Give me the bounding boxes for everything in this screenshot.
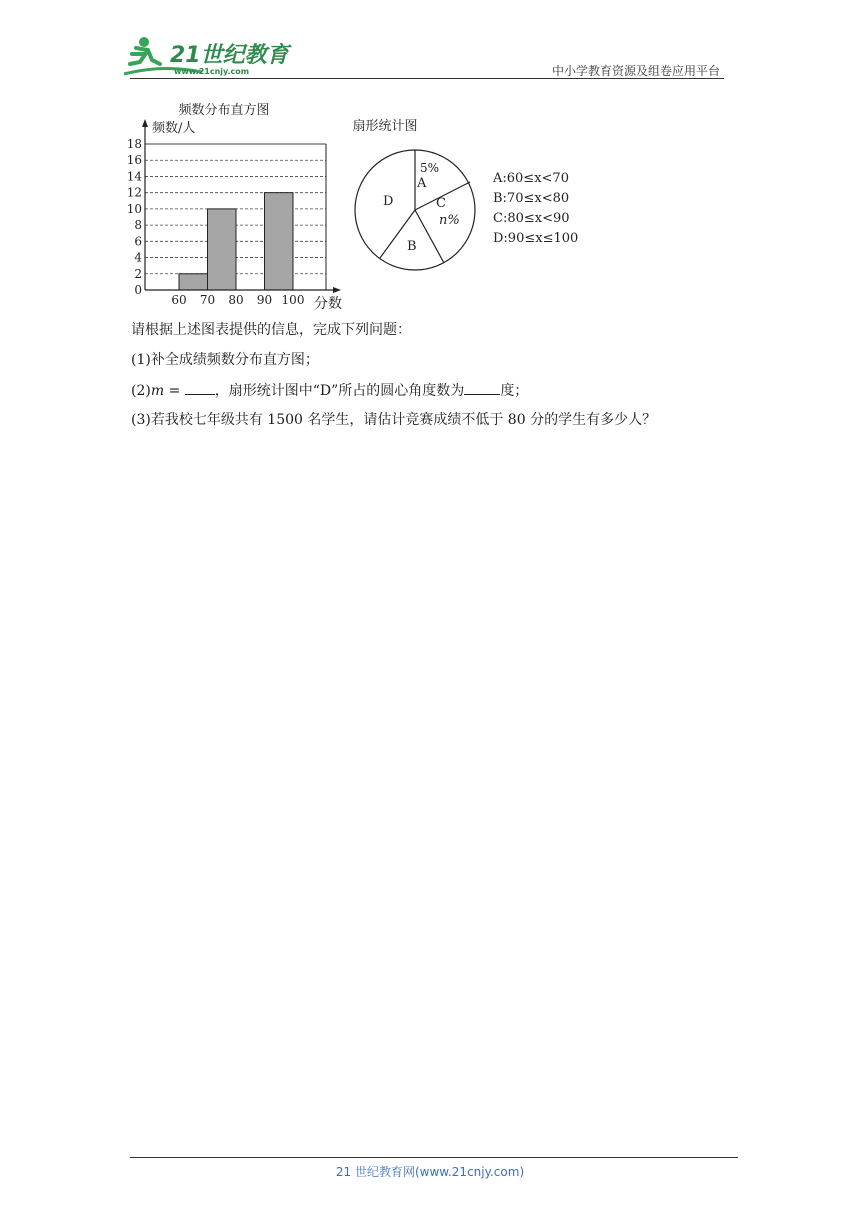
pie-legend-item: B:70≤x<80 (493, 191, 570, 206)
answer-blank-angle[interactable] (464, 380, 500, 395)
y-tick-label: 4 (134, 250, 142, 265)
histogram-ylabel: 频数/人 (152, 121, 196, 136)
question-2-equals: = (164, 383, 185, 399)
footer-text: 21 世纪教育网(www.21cnjy.com) (335, 1165, 525, 1179)
y-tick-label: 8 (134, 218, 142, 233)
histogram (127, 102, 342, 312)
x-tick-label: 100 (281, 293, 305, 307)
charts-figure (122, 98, 602, 313)
x-axis-arrow-icon (333, 287, 341, 293)
logo-url-text: www.21cnjy.com (174, 67, 250, 76)
question-intro: 请根据上述图表提供的信息，完成下列问题： (131, 322, 411, 338)
header-divider (130, 78, 724, 79)
y-tick-label: 6 (134, 234, 142, 249)
x-tick-label: 90 (256, 293, 273, 307)
histogram-x-ticks (171, 293, 304, 307)
question-2-number: (2) (131, 383, 151, 399)
histogram-bar (179, 274, 208, 290)
y-tick-label: 2 (134, 266, 142, 281)
histogram-bar (208, 209, 237, 290)
question-2-text: ，扇形统计图中“D”所占的圆心角度数为 (214, 383, 465, 399)
pie-chart (352, 118, 578, 270)
pie-label-c: C (436, 196, 446, 211)
x-tick-label: 80 (228, 293, 244, 307)
footer-divider (130, 1157, 738, 1158)
logo-text: 21世纪教育 (170, 43, 289, 68)
question-1: (1)补全成绩频数分布直方图； (131, 352, 319, 368)
pie-legend (492, 171, 578, 246)
pie-label-d: D (383, 194, 394, 209)
pie-label-a-pct: 5% (420, 161, 440, 175)
site-logo (122, 34, 292, 80)
x-tick-label: 70 (199, 293, 216, 307)
y-tick-label: 14 (126, 169, 142, 184)
question-2 (131, 380, 528, 401)
question-3: (3)若我校七年级共有 1500 名学生，请估计竞赛成绩不低于 80 分的学生有多少人？ (131, 412, 657, 428)
pie-label-b: B (407, 239, 417, 254)
question-2-unit: 度； (500, 383, 529, 399)
y-tick-label: 12 (126, 185, 142, 200)
question-2-variable: m (150, 383, 165, 399)
pie-legend-item: A:60≤x<70 (493, 171, 569, 186)
histogram-title: 频数分布直方图 (178, 103, 270, 118)
y-tick-label: 10 (126, 201, 142, 216)
site-name: 中小学教育资源及组卷应用平台 (551, 64, 720, 78)
y-tick-label: 16 (126, 153, 142, 168)
pie-label-a: A (417, 176, 427, 191)
answer-blank-m[interactable] (185, 380, 215, 395)
x-tick-label: 60 (171, 293, 187, 307)
pie-label-c-pct: n% (439, 213, 460, 228)
pie-legend-item: C:80≤x<90 (493, 211, 570, 226)
pie-title: 扇形统计图 (352, 119, 418, 134)
y-tick-label: 0 (134, 283, 142, 297)
histogram-xlabel: 分数 (314, 296, 342, 312)
pie-legend-item: D:90≤x≤100 (493, 231, 579, 246)
y-tick-label: 18 (126, 137, 142, 151)
histogram-bar (265, 193, 294, 290)
histogram-y-ticks (127, 137, 143, 297)
y-axis-arrow-icon (142, 119, 148, 127)
